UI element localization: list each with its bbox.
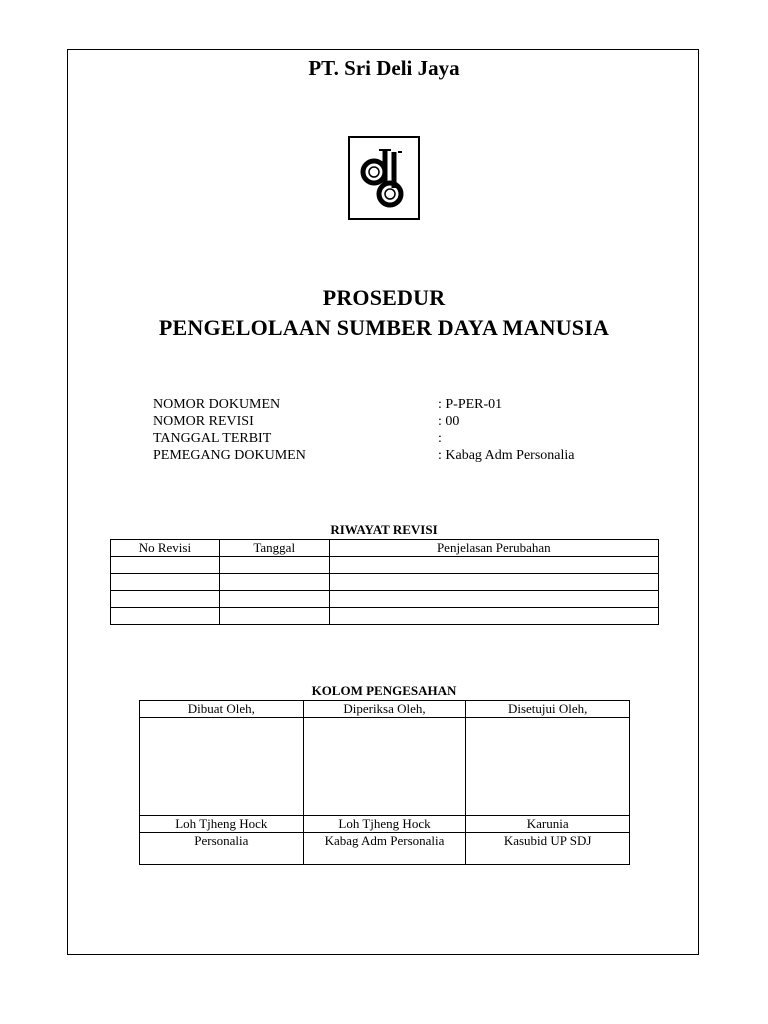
signer-role: Personalia xyxy=(140,833,304,865)
signer-role: Kabag Adm Personalia xyxy=(303,833,466,865)
table-header-row xyxy=(140,701,630,718)
table-cell xyxy=(329,591,658,608)
column-header: Penjelasan Perubahan xyxy=(329,540,658,557)
column-header: Disetujui Oleh, xyxy=(466,701,630,718)
signer-name: Loh Tjheng Hock xyxy=(140,816,304,833)
signer-name: Karunia xyxy=(466,816,630,833)
approval-title: KOLOM PENGESAHAN xyxy=(311,683,457,698)
column-header: No Revisi xyxy=(111,540,220,557)
document-title: PROSEDUR xyxy=(322,285,446,310)
signature-row xyxy=(140,718,630,816)
table-cell xyxy=(111,591,220,608)
company-logo-icon xyxy=(348,136,420,220)
table-row xyxy=(111,557,659,574)
signer-name: Loh Tjheng Hock xyxy=(303,816,466,833)
table-cell xyxy=(111,557,220,574)
signature-cell xyxy=(303,718,466,816)
table-cell xyxy=(219,557,329,574)
role-row xyxy=(140,833,630,865)
info-label: TANGGAL TERBIT xyxy=(153,431,272,446)
name-row xyxy=(140,816,630,833)
signature-cell xyxy=(466,718,630,816)
info-row-issue-date xyxy=(153,430,574,447)
signer-role: Kasubid UP SDJ xyxy=(466,833,630,865)
signature-cell xyxy=(140,718,304,816)
table-cell xyxy=(219,574,329,591)
revision-history-table xyxy=(110,539,659,625)
table-cell xyxy=(111,574,220,591)
company-name: PT. Sri Deli Jaya xyxy=(308,56,460,80)
table-row xyxy=(111,574,659,591)
table-cell xyxy=(111,608,220,625)
info-row-document-number xyxy=(153,396,574,413)
info-label: NOMOR DOKUMEN xyxy=(153,397,281,412)
table-cell xyxy=(219,608,329,625)
table-row xyxy=(111,591,659,608)
info-label: PEMEGANG DOKUMEN xyxy=(153,448,306,463)
table-cell xyxy=(329,557,658,574)
info-row-document-holder xyxy=(153,447,574,464)
table-header-row xyxy=(111,540,659,557)
document-subtitle: PENGELOLAAN SUMBER DAYA MANUSIA xyxy=(158,315,610,340)
info-value: : Kabag Adm Personalia xyxy=(438,448,575,463)
table-cell xyxy=(219,591,329,608)
info-value: : xyxy=(438,431,442,446)
document-info xyxy=(153,396,574,464)
info-label: NOMOR REVISI xyxy=(153,414,254,429)
column-header: Dibuat Oleh, xyxy=(140,701,304,718)
table-cell xyxy=(329,574,658,591)
approval-table xyxy=(139,700,630,865)
column-header: Diperiksa Oleh, xyxy=(303,701,466,718)
table-cell xyxy=(329,608,658,625)
info-value: : 00 xyxy=(438,414,460,429)
column-header: Tanggal xyxy=(219,540,329,557)
info-row-revision-number xyxy=(153,413,574,430)
revision-history-title: RIWAYAT REVISI xyxy=(330,522,438,537)
table-row xyxy=(111,608,659,625)
info-value: : P-PER-01 xyxy=(438,397,503,412)
